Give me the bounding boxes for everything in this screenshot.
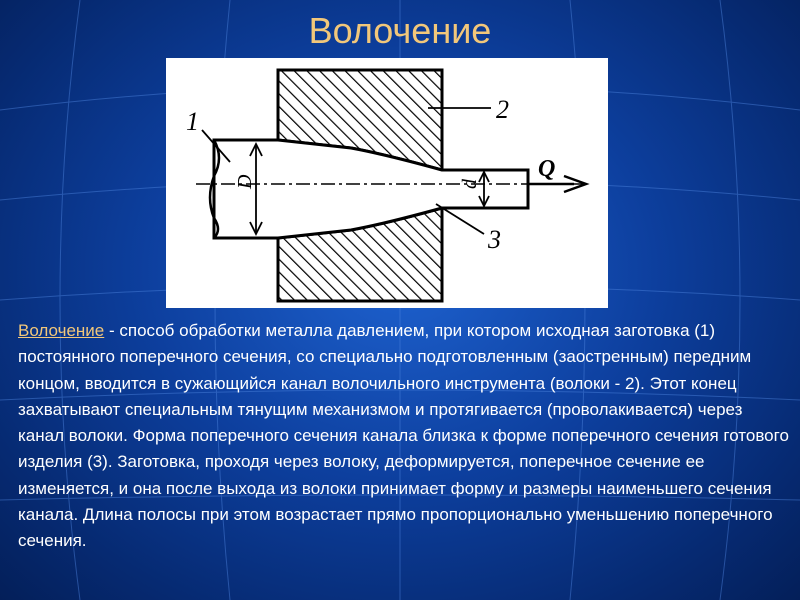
drawing-diagram xyxy=(166,58,608,308)
label-product: 3 xyxy=(488,225,501,254)
term-link[interactable]: Волочение xyxy=(18,321,105,340)
label-big-diameter: D xyxy=(234,174,256,189)
label-force: Q xyxy=(538,156,556,182)
label-die: 2 xyxy=(496,95,509,124)
label-blank: 1 xyxy=(186,107,199,136)
paragraph-text: - способ обработки металла давлением, при котором исходная заготовка (1) постоянного поперечного сечения, со специально подготовленным (заостренным) передним концом, вводится в сужающийся канал волочильного инструмента (волоки - 2). Этот конец захватывают специальным тянущим механизмом и протягивается (проволакивается) через канал волоки. Форма поперечного сечения канала близка к форме поперечного сечения готового изделия (3). Заготовка, проходя через волоку, деформируется, поперечное сечение ее изменяется, и она после выхода из волоки принимает форму и размеры наименьшего сечения канала. Длина полосы при этом возрастает прямо пропорционально уменьшению поперечного сечения. xyxy=(18,321,789,551)
definition-paragraph xyxy=(18,318,793,555)
drawing-diagram-svg xyxy=(166,58,608,308)
slide-title: Волочение xyxy=(308,10,492,51)
label-small-diameter: d xyxy=(459,179,481,189)
